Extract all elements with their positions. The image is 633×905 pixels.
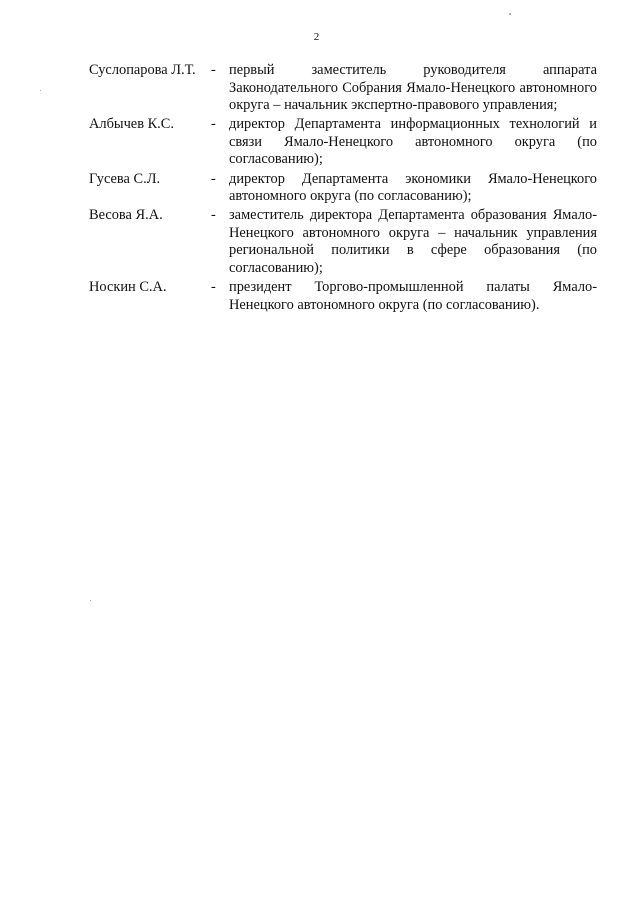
member-role: заместитель директора Департамента образования Ямало-Ненецкого автономного округа – начальник управления региональной политики в сфере образования (по согласованию); [229, 207, 597, 277]
separator-dash: - [211, 62, 216, 78]
list-item [89, 279, 597, 314]
separator-dash: - [211, 207, 216, 224]
separator-dash: - [211, 116, 216, 133]
member-name: Носкин С.А. [89, 279, 167, 296]
scan-speck [90, 600, 91, 601]
scan-speck [509, 13, 511, 15]
member-name: Албычев К.С. [89, 116, 174, 133]
page-number: 2 [313, 31, 320, 43]
scan-speck [40, 90, 41, 91]
list-item [89, 207, 597, 277]
member-name: Суслопарова Л.Т. [89, 62, 196, 78]
member-name: Гусева С.Л. [89, 170, 161, 187]
list-item [89, 62, 597, 115]
list-item [89, 116, 597, 169]
member-list [89, 62, 597, 314]
separator-dash: - [211, 170, 216, 187]
list-item [89, 171, 597, 206]
member-role: директор Департамента информационных технологий и связи Ямало-Ненецкого автономного округа (по согласованию); [229, 116, 597, 168]
member-role: президент Торгово-промышленной палаты Ямало-Ненецкого автономного округа (по согласованию). [229, 279, 597, 313]
member-name: Весова Я.А. [89, 207, 163, 224]
separator-dash: - [211, 279, 216, 296]
member-role: директор Департамента экономики Ямало-Ненецкого автономного округа (по согласованию); [229, 170, 597, 205]
member-role: первый заместитель руководителя аппарата Законодательного Собрания Ямало-Ненецкого автономного округа – начальник экспертно-правового управления; [229, 62, 597, 114]
